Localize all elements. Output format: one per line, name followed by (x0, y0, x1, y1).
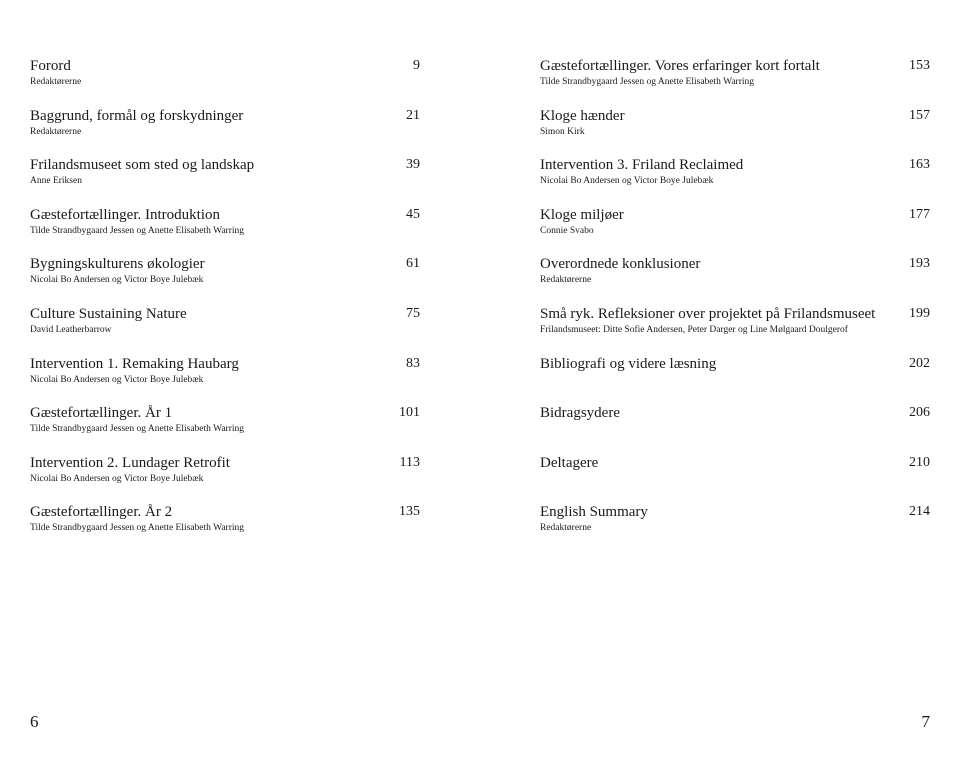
toc-entry (30, 155, 420, 205)
toc-entry (540, 155, 930, 205)
toc-entry (540, 56, 930, 106)
toc-entry-page: 101 (399, 405, 420, 421)
toc-entry (540, 453, 930, 503)
toc-entry-page: 206 (909, 405, 930, 421)
toc-left-column (30, 56, 420, 552)
toc-entry (30, 304, 420, 354)
page-number-right: 7 (921, 712, 930, 731)
toc-entry-author: Redaktørerne (540, 523, 592, 534)
toc-entry-title: Små ryk. Refleksioner over projektet på Frilandsmuseet (540, 305, 876, 322)
toc-entry (30, 354, 420, 404)
toc-entry-title: Gæstefortællinger. År 1 (30, 405, 173, 422)
toc-entry-page: 214 (909, 504, 930, 520)
toc-entry-author: Tilde Strandbygaard Jessen og Anette Elisabeth Warring (30, 424, 245, 435)
toc-entry-page: 210 (909, 454, 930, 470)
toc-entry (540, 304, 930, 354)
toc-entry (540, 254, 930, 304)
toc-entry-author: Redaktørerne (540, 275, 592, 286)
toc-entry-author: Tilde Strandbygaard Jessen og Anette Elisabeth Warring (540, 77, 755, 87)
toc-entry-author: Nicolai Bo Andersen og Victor Boye Julebæk (30, 374, 204, 385)
toc-entry-author: Nicolai Bo Andersen og Victor Boye Julebæk (30, 275, 204, 286)
toc-entry-author: Redaktørerne (30, 126, 82, 137)
toc-entry-page: 157 (909, 107, 930, 123)
toc-entry (30, 106, 420, 156)
toc-entry-page: 199 (909, 305, 930, 321)
toc-entry-author: David Leatherbarrow (30, 324, 112, 335)
toc-entry (30, 453, 420, 503)
toc-entry (30, 56, 420, 106)
toc-entry-title: Baggrund, formål og forskydninger (30, 107, 244, 124)
toc-entry-title: Frilandsmuseet som sted og landskap (30, 157, 255, 174)
toc-entry-page: 39 (406, 157, 420, 173)
toc-entry-page: 153 (909, 58, 930, 73)
toc-entry-page: 113 (399, 454, 420, 470)
toc-entry-page: 163 (909, 157, 930, 173)
toc-entry-title: Gæstefortællinger. Vores erfaringer kort fortalt (540, 58, 820, 74)
toc-entry-author: Simon Kirk (540, 126, 585, 137)
toc-entry (30, 502, 420, 552)
toc-entry-title: Bygningskulturens økologier (30, 256, 205, 273)
toc-entry-page: 193 (909, 256, 930, 272)
toc-entry (30, 205, 420, 255)
toc-entry (30, 403, 420, 453)
toc-entry-author: Tilde Strandbygaard Jessen og Anette Elisabeth Warring (30, 523, 245, 534)
toc-right-column (540, 56, 930, 552)
toc-entry-title: Bidragsydere (540, 405, 620, 422)
toc-entry (540, 106, 930, 156)
toc-entry-author: Anne Eriksen (30, 176, 82, 187)
toc-entry-page: 45 (406, 206, 420, 222)
toc-entry-page: 83 (406, 355, 420, 371)
toc-entry-author: Connie Svabo (540, 225, 594, 236)
toc-entry (540, 205, 930, 255)
toc-entry-author: Tilde Strandbygaard Jessen og Anette Elisabeth Warring (30, 225, 245, 236)
toc-entry-author: Frilandsmuseet: Ditte Sofie Andersen, Peter Darger og Line Mølgaard Doulgerof (540, 324, 848, 335)
toc-entry-page: 21 (406, 107, 420, 123)
toc-entry-title: Gæstefortællinger. År 2 (30, 504, 173, 521)
toc-entry-title: Gæstefortællinger. Introduktion (30, 206, 220, 223)
toc-entry-title: Intervention 1. Remaking Haubarg (30, 355, 239, 372)
toc-entry-title: Intervention 3. Friland Reclaimed (540, 157, 744, 174)
toc-entry-title: Overordnede konklusioner (540, 256, 701, 273)
toc-entry (540, 502, 930, 552)
toc-entry-page: 202 (909, 355, 930, 371)
toc-entry-title: Culture Sustaining Nature (30, 305, 187, 322)
toc-entry-author: Redaktørerne (30, 77, 82, 87)
toc-entry-page: 177 (909, 206, 930, 222)
toc-entry-page: 61 (406, 256, 420, 272)
toc-entry-title: English Summary (540, 504, 648, 521)
toc-entry-title: Forord (30, 58, 71, 74)
toc-entry (540, 403, 930, 453)
toc-entry-author: Nicolai Bo Andersen og Victor Boye Julebæk (540, 176, 714, 187)
toc-entry-title: Bibliografi og videre læsning (540, 355, 717, 372)
toc-entry (30, 254, 420, 304)
page-number-left: 6 (30, 712, 39, 731)
toc-entry-author: Nicolai Bo Andersen og Victor Boye Julebæk (30, 473, 204, 484)
toc-entry-title: Kloge miljøer (540, 206, 624, 223)
toc-entry-title: Kloge hænder (540, 107, 625, 124)
toc-entry (540, 354, 930, 404)
toc-entry-title: Deltagere (540, 454, 599, 471)
toc-entry-page: 9 (413, 58, 420, 73)
toc-entry-page: 75 (406, 305, 420, 321)
toc-entry-title: Intervention 2. Lundager Retrofit (30, 454, 230, 471)
toc-entry-page: 135 (399, 504, 420, 520)
